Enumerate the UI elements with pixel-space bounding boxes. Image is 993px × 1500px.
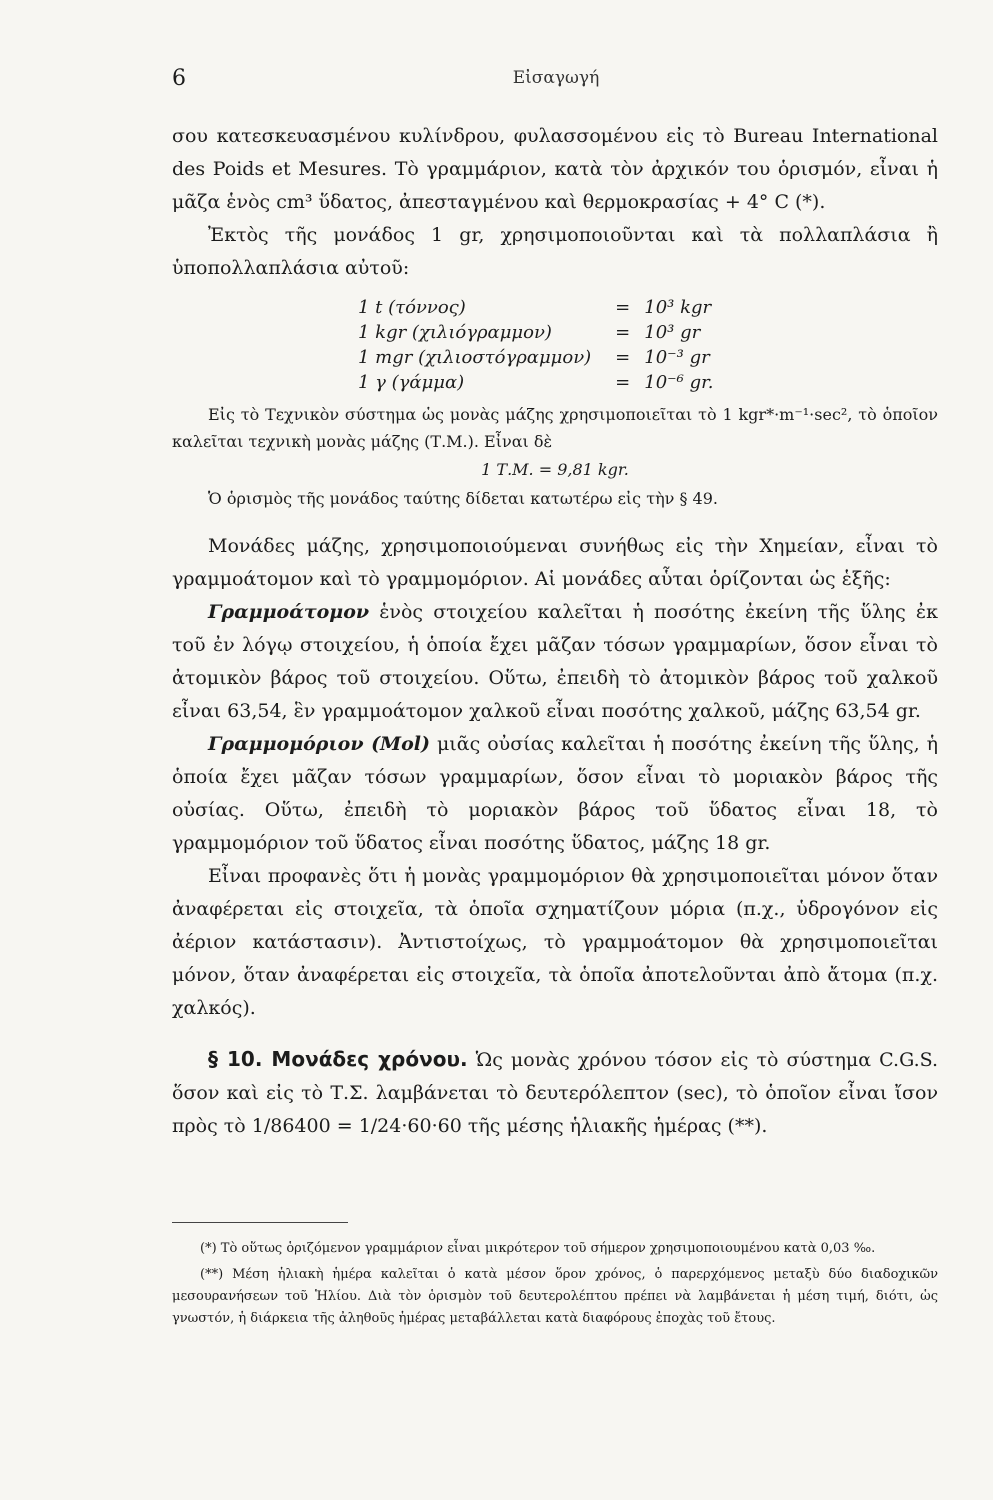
unit-value: 10³ kgr: [644, 297, 712, 318]
unit-value: 10⁻³ gr: [644, 347, 710, 368]
paragraph-technical-system: Εἰς τὸ Τεχνικὸν σύστημα ὡς μονὰς μάζης χρησιμοποιεῖται τὸ 1 kgr*·m⁻¹·sec², τὸ ὁποῖον καλεῖται τεχνικὴ μονὰς μάζης (Τ.Μ.). Εἶναι δὲ: [172, 405, 938, 451]
term-mole: Γραμμομόριον (Mol): [208, 733, 430, 755]
paragraph-text: Ὡς μονὰς χρόνου τόσον εἰς τὸ σύστημα C.G.S. ὅσον καὶ εἰς τὸ Τ.Σ. λαμβάνεται τὸ δευτερόλεπτον (sec), τὸ ὁποῖον εἶναι ἴσον πρὸς τὸ 1/86400 = 1/24·60·60 τῆς μέσης ἡλιακῆς ἡμέρας (**).: [172, 1049, 939, 1137]
paragraph: σου κατεσκευασμένου κυλίνδρου, φυλασσομένου εἰς τὸ Bureau International des Poids et Mesures. Τὸ γραμμάριον, κατὰ τὸν ἀρχικόν του ὁρισμόν, εἶναι ἡ μᾶζα ἑνὸς cm³ ὕδατος, ἀπεσταγμένου καὶ θερμοκρασίας + 4° C (*).: [172, 125, 938, 213]
main-text: [172, 120, 938, 1143]
paragraph-chemistry-units: Μονάδες μάζης, χρησιμοποιούμεναι συνήθως εἰς τὴν Χημείαν, εἶναι τὸ γραμμοάτομον καὶ τὸ γραμμομόριον. Αἱ μονάδες αὗται ὁρίζονται ὡς ἑξῆς:: [172, 535, 938, 590]
equals-sign: =: [615, 297, 631, 318]
section-10: [172, 1043, 938, 1143]
section-heading: § 10. Μονάδες χρόνου.: [208, 1047, 468, 1071]
units-row: [358, 370, 723, 395]
page-header: [172, 66, 940, 96]
unit-name: 1 mgr (χιλιοστόγραμμον): [358, 347, 592, 368]
footnote: (**) Μέση ἡλιακὴ ἡμέρα καλεῖται ὁ κατὰ μέσον ὅρον χρόνος, ὁ παρερχόμενος μεταξὺ δύο διαδοχικῶν μεσουρανήσεων τοῦ Ἡλίου. Διὰ τὸν ὁρισμὸν τοῦ δευτερολέπτου πρέπει νὰ λαμβάνεται ἡ μέση τιμή, διότι, ὡς γνωστόν, ἡ διάρκεια τῆς ἀληθοῦς ἡμέρας μεταβάλλεται κατὰ διαφόρους ἐποχὰς τοῦ ἔτους.: [172, 1267, 938, 1326]
footnote: (*) Τὸ οὕτως ὁριζόμενον γραμμάριον εἶναι μικρότερον τοῦ σήμερον χρησιμοποιουμένου κατὰ 0,03 ‰.: [200, 1241, 876, 1256]
page-number: 6: [172, 66, 186, 91]
footnote-divider: [172, 1222, 348, 1223]
units-row: [358, 295, 723, 320]
equals-sign: =: [615, 372, 631, 393]
unit-name: 1 γ (γάμμα): [358, 372, 465, 393]
term-gram-atom: Γραμμοάτομον: [208, 601, 370, 623]
paragraph-text: ἑνὸς στοιχείου καλεῖται ἡ ποσότης ἐκείνη τῆς ὕλης ἐκ τοῦ ἐν λόγῳ στοιχείου, ἡ ὁποία ἔχει μᾶζαν τόσων γραμμαρίων, ὅσον εἶναι τὸ ἀτομικὸν βάρος τοῦ στοιχείου. Οὕτω, ἐπειδὴ τὸ ἀτομικὸν βάρος τοῦ χαλκοῦ εἶναι 63,54, ἓν γραμμοάτομον χαλκοῦ εἶναι ποσότης χαλκοῦ, μάζης 63,54 gr.: [172, 601, 938, 722]
running-title: Εἰσαγωγή: [512, 68, 600, 88]
paragraph-text: μιᾶς οὐσίας καλεῖται ἡ ποσότης ἐκείνη τῆς ὕλης, ἡ ὁποία ἔχει μᾶζαν τόσων γραμμαρίων, ὅσον εἶναι τὸ μοριακὸν βάρος τῆς οὐσίας. Οὕτω, ἐπειδὴ τὸ μοριακὸν βάρος τοῦ ὕδατος εἶναι 18, τὸ γραμμομόριον τοῦ ὕδατος εἶναι ποσότης ὕδατος, μάζης 18 gr.: [172, 733, 938, 854]
paragraph: Εἶναι προφανὲς ὅτι ἡ μονὰς γραμμομόριον θὰ χρησιμοποιεῖται μόνον ὅταν ἀναφέρεται εἰς στοιχεῖα, τὰ ὁποῖα σχηματίζουν μόρια (π.χ., ὑδρογόνον εἰς ἀέριον κατάστασιν). Ἀντιστοίχως, τὸ γραμμοάτομον θὰ χρησιμοποιεῖται μόνον, ὅταν ἀναφέρεται εἰς στοιχεῖα, τὰ ὁποῖα ἀποτελοῦνται ἀπὸ ἄτομα (π.χ. χαλκός).: [172, 865, 938, 1019]
unit-value: 10³ gr: [644, 322, 701, 343]
unit-name: 1 kgr (χιλιόγραμμον): [358, 322, 552, 343]
formula-tm: 1 Τ.Μ. = 9,81 kgr.: [481, 460, 629, 479]
paragraph: Ἐκτὸς τῆς μονάδος 1 gr, χρησιμοποιοῦνται καὶ τὰ πολλαπλάσια ἢ ὑποπολλαπλάσια αὐτοῦ:: [172, 224, 938, 279]
mass-units-table: [358, 295, 723, 395]
unit-name: 1 t (τόννος): [358, 297, 466, 318]
paragraph-reference: Ὁ ὁρισμὸς τῆς μονάδος ταύτης δίδεται κατωτέρω εἰς τὴν § 49.: [208, 489, 718, 508]
paragraph-gram-atom: [172, 596, 938, 728]
paragraph-mole: [172, 728, 938, 860]
footnotes: [172, 1238, 938, 1334]
equals-sign: =: [615, 322, 631, 343]
unit-value: 10⁻⁶ gr.: [644, 372, 714, 393]
equals-sign: =: [615, 347, 631, 368]
units-row: [358, 345, 723, 370]
units-row: [358, 320, 723, 345]
